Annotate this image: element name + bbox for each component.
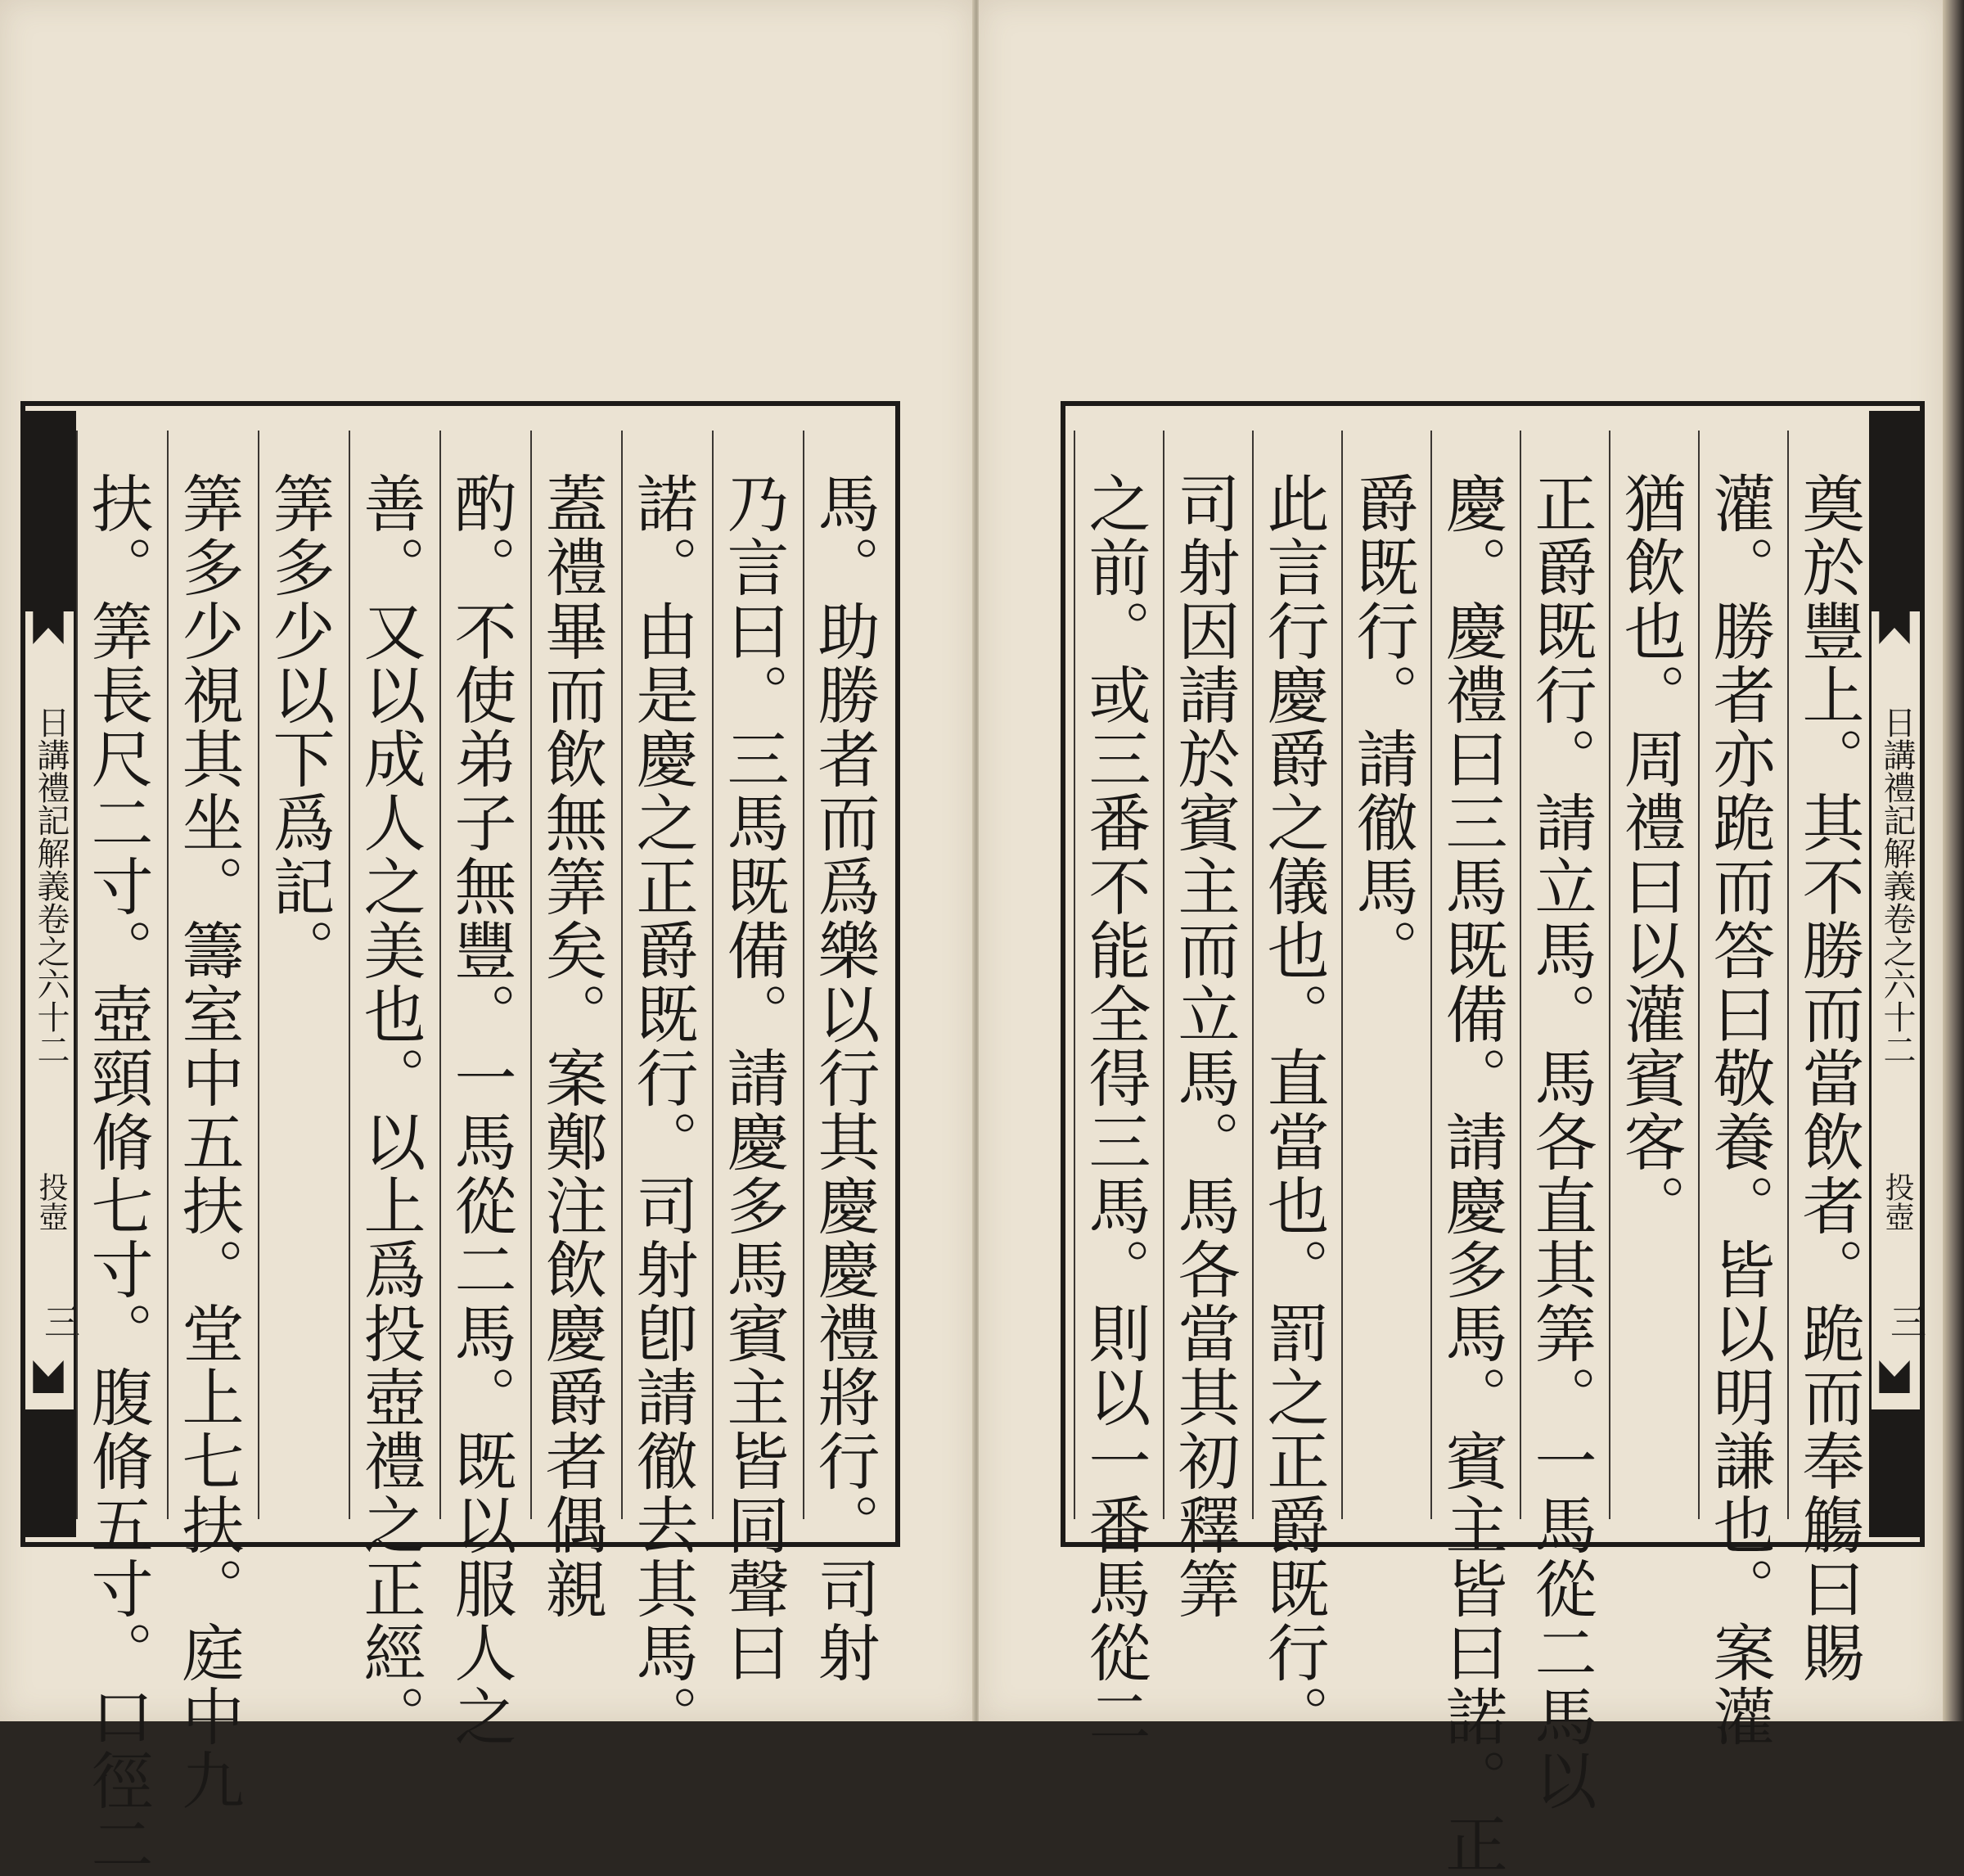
column-text: 此言行慶爵之儀也。直當也。罰之正爵既行。 <box>1257 471 1330 1748</box>
column-text: 猶飲也。周禮曰以灌賓客。 <box>1614 471 1687 1238</box>
column-text: 筭多少以下爲記。 <box>263 471 336 982</box>
column-text: 司射因請於賓主而立馬。馬各當其初釋筭 <box>1168 471 1241 1621</box>
text-column <box>1163 431 1243 1621</box>
fishtail-mark-top <box>25 611 71 644</box>
column-text: 筭多少視其坐。籌室中五扶。堂上七扶。庭中九 <box>172 471 245 1812</box>
column-text: 爵既行。請徹馬。 <box>1346 471 1419 982</box>
right-page <box>979 0 1943 1876</box>
margin-title: 日講禮記解義卷之六十二 <box>32 706 70 1066</box>
text-column <box>1252 431 1332 1748</box>
book-edge <box>1943 0 1964 1721</box>
margin-chapter: 投壺 <box>34 1172 68 1231</box>
margin-folio: 三 <box>1884 1303 1926 1339</box>
column-text: 馬。助勝者而爲樂以行其慶慶禮將行。司射 <box>808 471 881 1684</box>
column-text: 奠於豐上。其不勝而當飲者。跪而奉觴曰賜 <box>1792 471 1865 1684</box>
text-column <box>803 431 883 1684</box>
text-column <box>349 431 429 1748</box>
text-column <box>1698 431 1778 1748</box>
left-text-frame <box>20 401 900 1876</box>
column-text: 蓋禮畢而飲無筭矣。案鄭注飲慶爵者偶親 <box>535 471 608 1621</box>
column-text: 之前。或三番不能全得三馬。則以一番馬從二 <box>1079 471 1151 1748</box>
text-column <box>621 431 701 1748</box>
right-center-strip <box>1869 411 1926 1537</box>
text-column <box>1341 431 1421 1519</box>
column-text: 善。又以成人之美也。以上爲投壺禮之正經。 <box>354 471 426 1748</box>
left-page <box>0 0 974 1876</box>
margin-folio: 三 <box>38 1303 79 1339</box>
strip-black-band-bottom <box>25 1409 74 1537</box>
right-text-frame <box>1061 401 1926 1876</box>
text-column <box>530 431 610 1621</box>
text-column <box>1074 431 1154 1748</box>
margin-chapter: 投壺 <box>1881 1172 1914 1231</box>
text-column <box>76 431 156 1876</box>
text-column <box>167 431 247 1812</box>
fishtail-mark-bottom <box>1872 1360 1917 1393</box>
fishtail-mark-bottom <box>25 1360 71 1393</box>
text-column <box>1430 431 1511 1876</box>
column-text: 諾。由是慶之正爵既行。司射卽請徹去其馬。 <box>626 471 699 1748</box>
column-text: 酌。不使弟子無豐。一馬從二馬。既以服人之 <box>444 471 517 1748</box>
strip-black-band-bottom <box>1872 1409 1920 1537</box>
text-column <box>439 431 520 1748</box>
text-column <box>1787 431 1867 1684</box>
margin-title: 日講禮記解義卷之六十二 <box>1878 706 1916 1066</box>
column-text: 乃言曰。三馬既備。請慶多馬賓主皆同聲曰 <box>717 471 790 1684</box>
column-text: 扶。筭長尺二寸。壺頸脩七寸。腹脩五寸。口徑二 <box>81 471 154 1876</box>
text-column <box>1609 431 1689 1519</box>
text-column <box>258 431 338 1519</box>
fishtail-mark-top <box>1872 611 1917 644</box>
strip-black-band-top <box>1872 411 1920 611</box>
left-center-strip <box>25 411 79 1537</box>
text-column <box>712 431 792 1684</box>
column-text: 慶。慶禮曰三馬既備。請慶多馬。賓主皆曰諾。正 <box>1435 471 1508 1876</box>
strip-black-band-top <box>25 411 74 611</box>
column-text: 灌。勝者亦跪而答曰敬養。皆以明謙也。案灌 <box>1703 471 1776 1748</box>
text-column <box>1520 431 1600 1812</box>
column-text: 正爵既行。請立馬。馬各直其筭。一馬從二馬以 <box>1525 471 1597 1812</box>
